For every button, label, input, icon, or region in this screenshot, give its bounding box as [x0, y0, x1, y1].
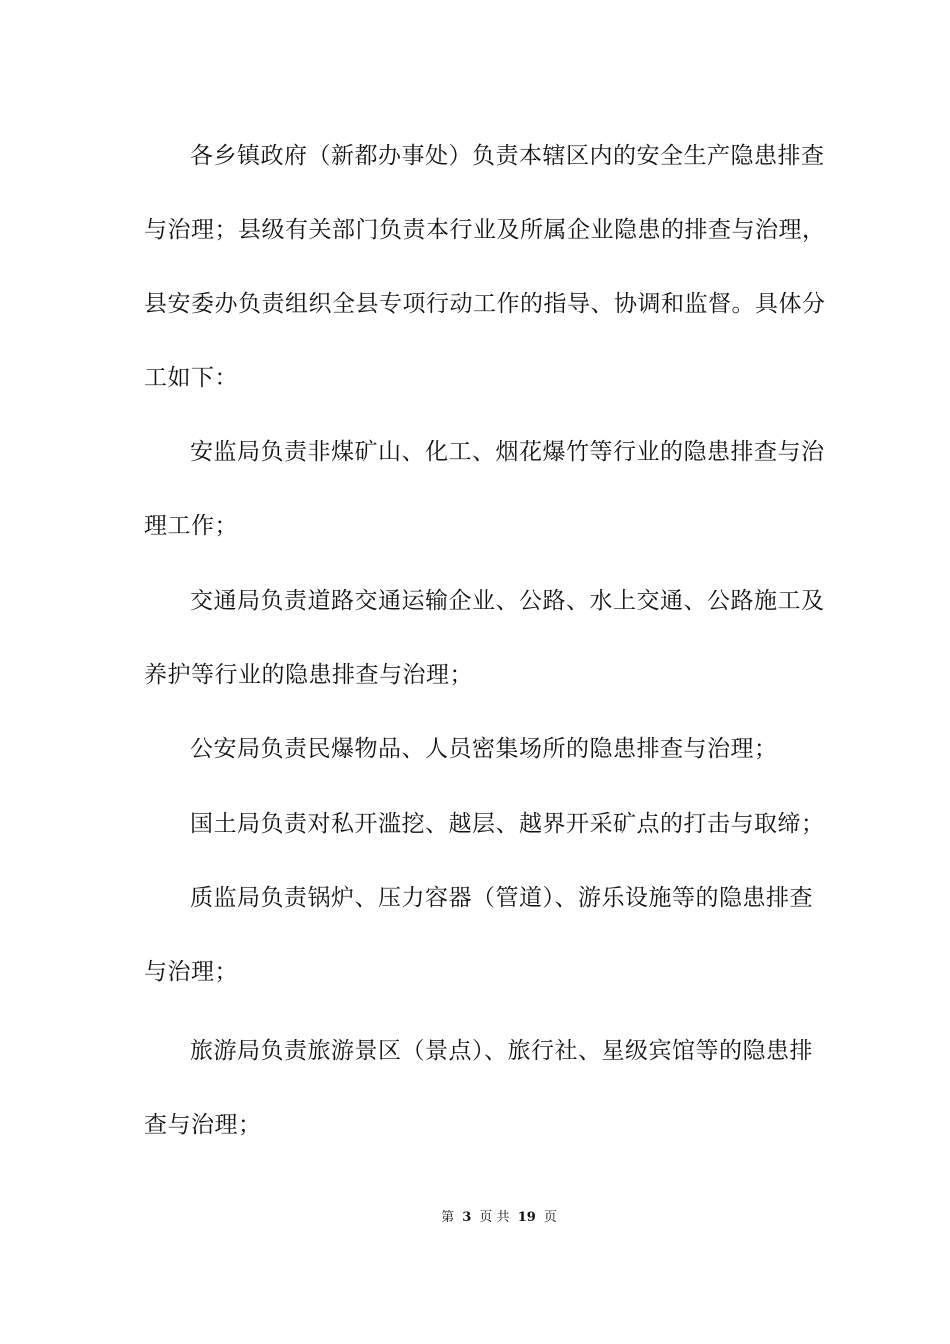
paragraph-line: 工如下：	[144, 365, 238, 391]
paragraph-line: 理工作；	[144, 513, 238, 539]
paragraph-line: 县安委办负责组织全县专项行动工作的指导、协调和监督。具体分	[144, 291, 826, 317]
footer-middle: 页 共	[479, 1210, 510, 1225]
paragraph-line: 与治理；	[144, 959, 238, 985]
paragraph-line: 交通局负责道路交通运输企业、公路、水上交通、公路施工及	[190, 588, 825, 614]
paragraph-line: 质监局负责锅炉、压力容器（管道）、游乐设施等的隐患排查	[190, 885, 813, 911]
paragraph-line: 国土局负责对私开滥挖、越层、越界开采矿点的打击与取缔；	[190, 811, 825, 837]
paragraph-line: 公安局负责民爆物品、人员密集场所的隐患排查与治理；	[190, 736, 778, 762]
current-page-number: 3	[462, 1210, 472, 1225]
total-pages-number: 19	[517, 1210, 536, 1225]
paragraph-line: 各乡镇政府（新都办事处）负责本辖区内的安全生产隐患排查	[190, 143, 825, 169]
paragraph-line: 养护等行业的隐患排查与治理；	[144, 662, 473, 688]
paragraph-line: 旅游局负责旅游景区（景点）、旅行社、星级宾馆等的隐患排	[190, 1038, 813, 1064]
paragraph-line: 与治理；县级有关部门负责本行业及所属企业隐患的排查与治理，	[144, 217, 826, 243]
footer-suffix: 页	[543, 1210, 557, 1225]
page-footer	[0, 1209, 950, 1227]
footer-prefix: 第	[441, 1210, 455, 1225]
paragraph-line: 安监局负责非煤矿山、化工、烟花爆竹等行业的隐患排查与治	[190, 439, 825, 465]
paragraph-line: 查与治理；	[144, 1112, 262, 1138]
